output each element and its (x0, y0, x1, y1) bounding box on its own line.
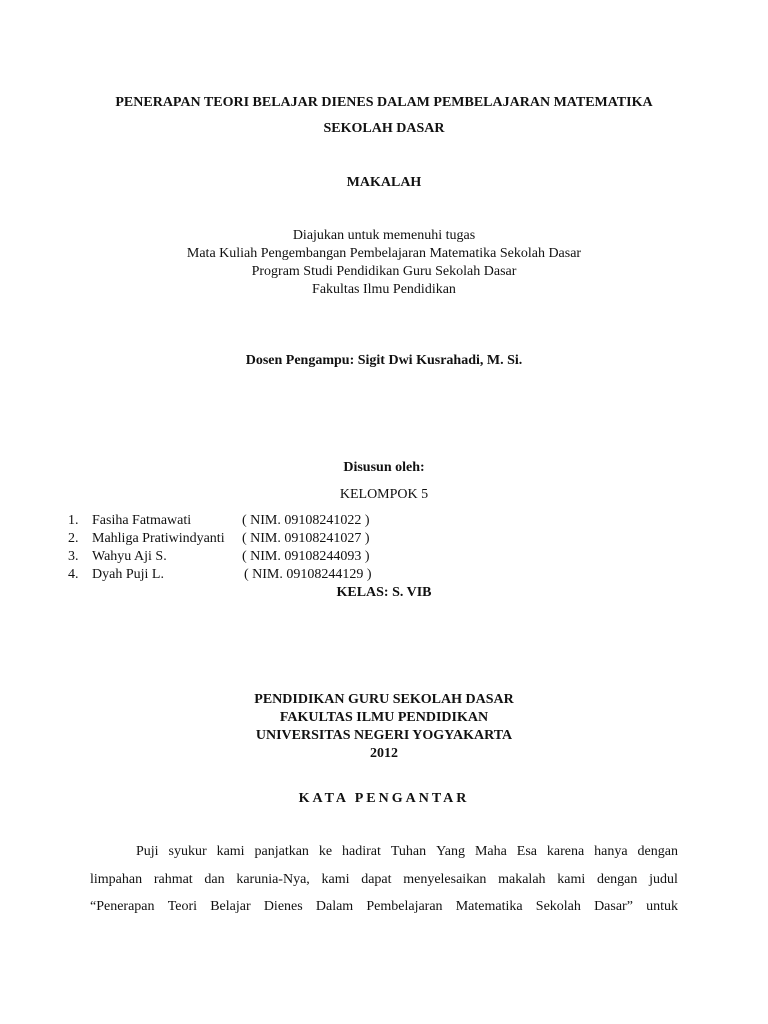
preface-line-2 (90, 871, 678, 889)
word: panjatkan (254, 844, 309, 859)
member-number: 2. (68, 531, 79, 546)
word: rahmat (153, 872, 193, 887)
member-number: 4. (68, 567, 79, 582)
member-name: Wahyu Aji S. (92, 549, 167, 564)
word: Belajar (210, 899, 251, 914)
institution-line: PENDIDIKAN GURU SEKOLAH DASAR (254, 692, 514, 707)
institution-year: 2012 (370, 746, 398, 761)
word: Tuhan (390, 844, 427, 859)
preface-line-3 (90, 898, 678, 916)
member-nim: ( NIM. 09108244129 ) (244, 567, 372, 582)
word: dan (204, 872, 225, 887)
compiled-by-label: Disusun oleh: (343, 460, 425, 475)
purpose-line: Diajukan untuk memenuhi tugas (292, 228, 476, 243)
member-number: 3. (68, 549, 79, 564)
title-line-1: PENERAPAN TEORI BELAJAR DIENES DALAM PEMBELAJARAN MATEMATIKA (115, 95, 653, 110)
preface-heading: KATA PENGANTAR (298, 791, 470, 806)
purpose-line: Fakultas Ilmu Pendidikan (312, 282, 456, 297)
word: kami (321, 872, 350, 887)
word: dengan (637, 844, 678, 859)
purpose-block (0, 227, 768, 299)
lecturer: Dosen Pengampu: Sigit Dwi Kusrahadi, M. Si. (245, 353, 523, 368)
word: menyelesaikan (403, 872, 487, 887)
word: Dalam (315, 899, 354, 914)
word: Dienes (263, 899, 303, 914)
title-line-2: SEKOLAH DASAR (323, 121, 445, 136)
institution-block (0, 691, 768, 763)
word: karena (546, 844, 585, 859)
member-name: Fasiha Fatmawati (92, 513, 192, 528)
group-label: KELOMPOK 5 (339, 487, 429, 502)
word: judul (649, 872, 678, 887)
member-nim: ( NIM. 09108241022 ) (242, 513, 370, 528)
justified-text (90, 898, 678, 916)
word: untuk (646, 899, 678, 914)
preface-line-1 (90, 843, 678, 861)
justified-text (90, 871, 678, 889)
class-label: KELAS: S. VIB (336, 585, 432, 600)
word: dengan (596, 872, 638, 887)
institution-line: UNIVERSITAS NEGERI YOGYAKARTA (255, 728, 513, 743)
word: kami (216, 844, 245, 859)
purpose-line: Mata Kuliah Pengembangan Pembelajaran Matematika Sekolah Dasar (186, 246, 582, 261)
member-nim: ( NIM. 09108244093 ) (242, 549, 370, 564)
justified-text (90, 843, 678, 861)
member-nim: ( NIM. 09108241027 ) (242, 531, 370, 546)
word: hanya (594, 844, 628, 859)
word: Pembelajaran (366, 899, 443, 914)
word: Maha (474, 844, 507, 859)
word: limpahan (90, 872, 143, 887)
word: Yang (436, 844, 465, 859)
word: Esa (516, 844, 537, 859)
word: makalah (498, 872, 546, 887)
institution-line: FAKULTAS ILMU PENDIDIKAN (279, 710, 489, 725)
word: syukur (168, 844, 207, 859)
word: karunia-Nya, (236, 872, 310, 887)
purpose-line: Program Studi Pendidikan Guru Sekolah Dasar (251, 264, 517, 279)
document-type: MAKALAH (346, 175, 422, 190)
word: dapat (361, 872, 392, 887)
member-name: Mahliga Pratiwindyanti (92, 531, 225, 546)
word: “Penerapan (90, 899, 155, 914)
word: kami (557, 872, 586, 887)
word: Puji (136, 844, 159, 859)
word: Dasar” (594, 899, 633, 914)
word: Teori (167, 899, 198, 914)
member-number: 1. (68, 513, 79, 528)
word: ke (318, 844, 333, 859)
word: hadirat (342, 844, 381, 859)
word: Matematika (455, 899, 523, 914)
word: Sekolah (535, 899, 581, 914)
member-name: Dyah Puji L. (92, 567, 164, 582)
